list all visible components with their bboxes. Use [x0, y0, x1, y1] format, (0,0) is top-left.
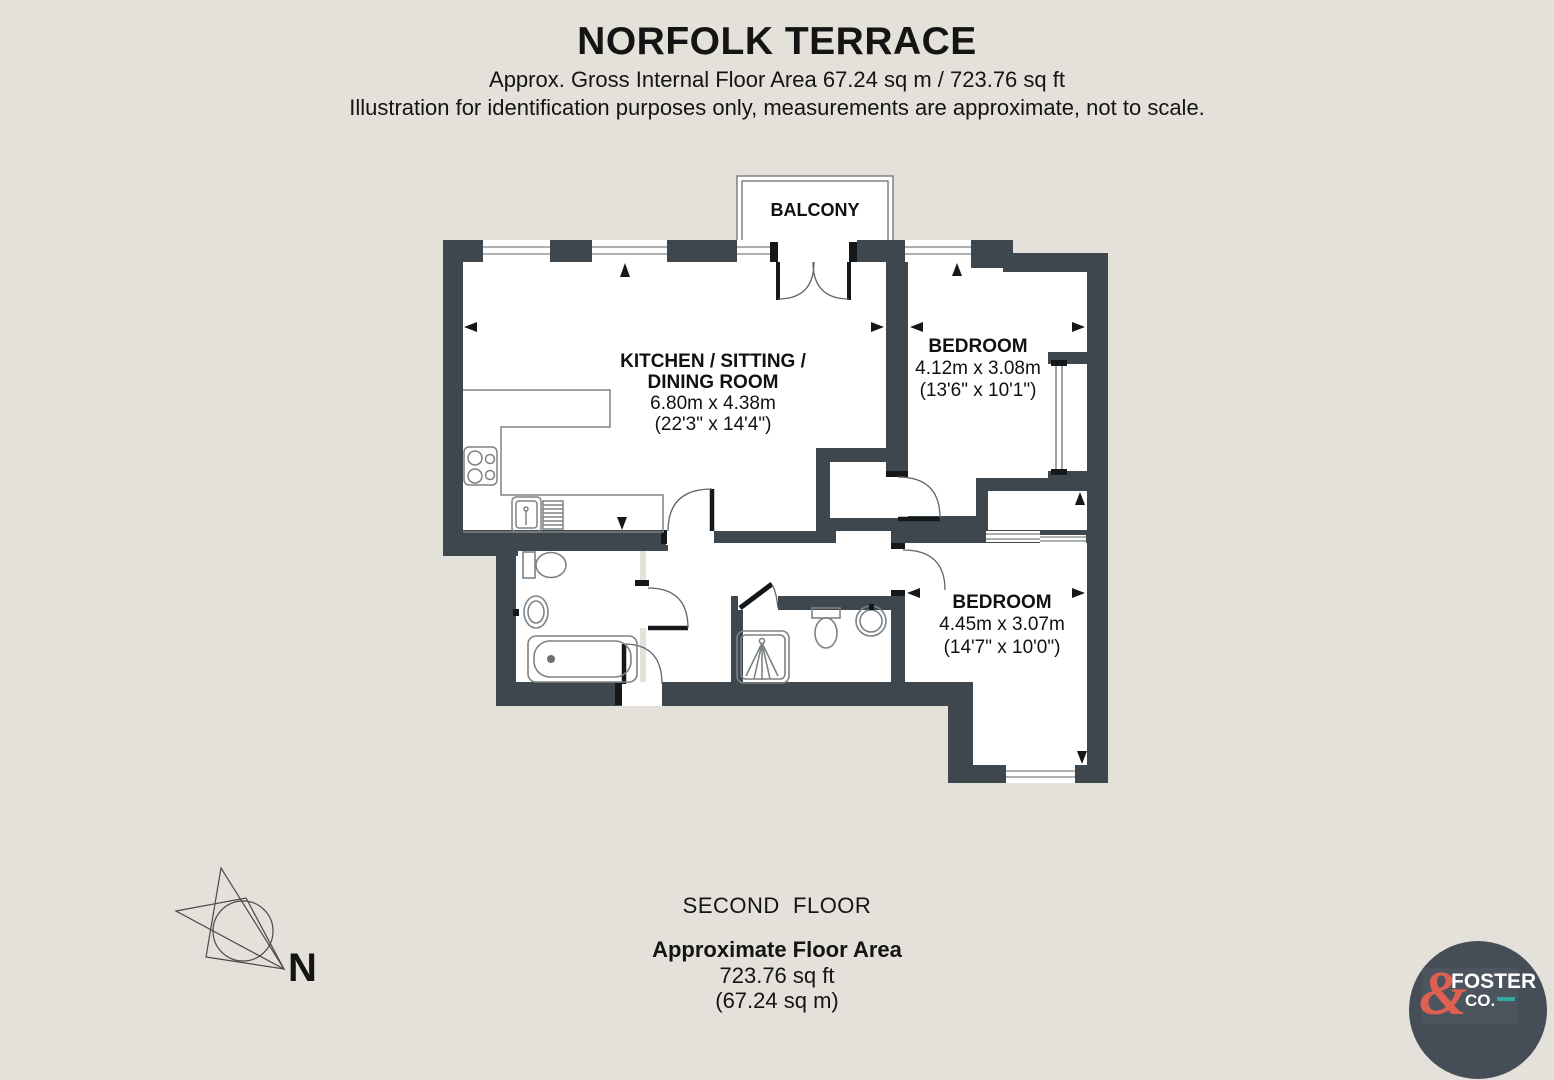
area-sqft: 723.76 sq ft [719, 963, 835, 988]
wall-partition-bedroom1 [886, 260, 908, 477]
area-sqm: (67.24 sq m) [715, 988, 839, 1013]
disclaimer-text: Illustration for identification purposes only, measurements are approximate, not to scale. [349, 95, 1205, 120]
bathroom-floor [513, 548, 640, 684]
bedroom1-label [915, 336, 1041, 401]
wall-left [443, 240, 463, 555]
floorplan-drawing [176, 176, 1108, 969]
floor-name-label: SECOND FLOOR [682, 893, 872, 918]
svg-text:(13'6" x 10'1"): (13'6" x 10'1") [919, 380, 1037, 401]
wall-bathroom-left [496, 536, 516, 706]
svg-text:(22'3" x 14'4"): (22'3" x 14'4") [654, 414, 772, 435]
wall-kitchen-bottom [443, 530, 668, 551]
svg-text:DINING ROOM: DINING ROOM [647, 372, 779, 393]
logo-accent-bar [1497, 997, 1515, 1001]
north-label: N [288, 946, 317, 990]
wall-cupboard-bottom [828, 518, 898, 531]
svg-text:BEDROOM: BEDROOM [952, 592, 1052, 613]
svg-text:6.80m x 4.38m: 6.80m x 4.38m [650, 393, 776, 414]
logo-name: FOSTER [1451, 970, 1537, 993]
agency-logo [1409, 941, 1547, 1079]
svg-text:KITCHEN / SITTING /: KITCHEN / SITTING / [620, 351, 806, 372]
floor-area-subtitle: Approx. Gross Internal Floor Area 67.24 sq m / 723.76 sq ft [489, 67, 1065, 92]
logo-ampersand: & [1419, 960, 1468, 1028]
svg-text:4.45m x 3.07m: 4.45m x 3.07m [939, 614, 1065, 635]
bedroom2-label [939, 592, 1065, 658]
wall-cupboard-top [816, 448, 892, 462]
logo-co: CO. [1465, 991, 1496, 1010]
wall-bottom [496, 682, 952, 706]
balcony-label: BALCONY [770, 200, 860, 220]
page-title: NORFOLK TERRACE [577, 20, 977, 63]
approx-area-title: Approximate Floor Area [652, 937, 902, 962]
bedroom2-floor-ext [971, 682, 1089, 767]
svg-text:BEDROOM: BEDROOM [928, 336, 1028, 357]
svg-text:4.12m x 3.08m: 4.12m x 3.08m [915, 358, 1041, 379]
wall-right [1087, 253, 1108, 783]
svg-text:(14'7" x 10'0"): (14'7" x 10'0") [943, 637, 1061, 658]
wall-cupboard-left [816, 448, 830, 542]
